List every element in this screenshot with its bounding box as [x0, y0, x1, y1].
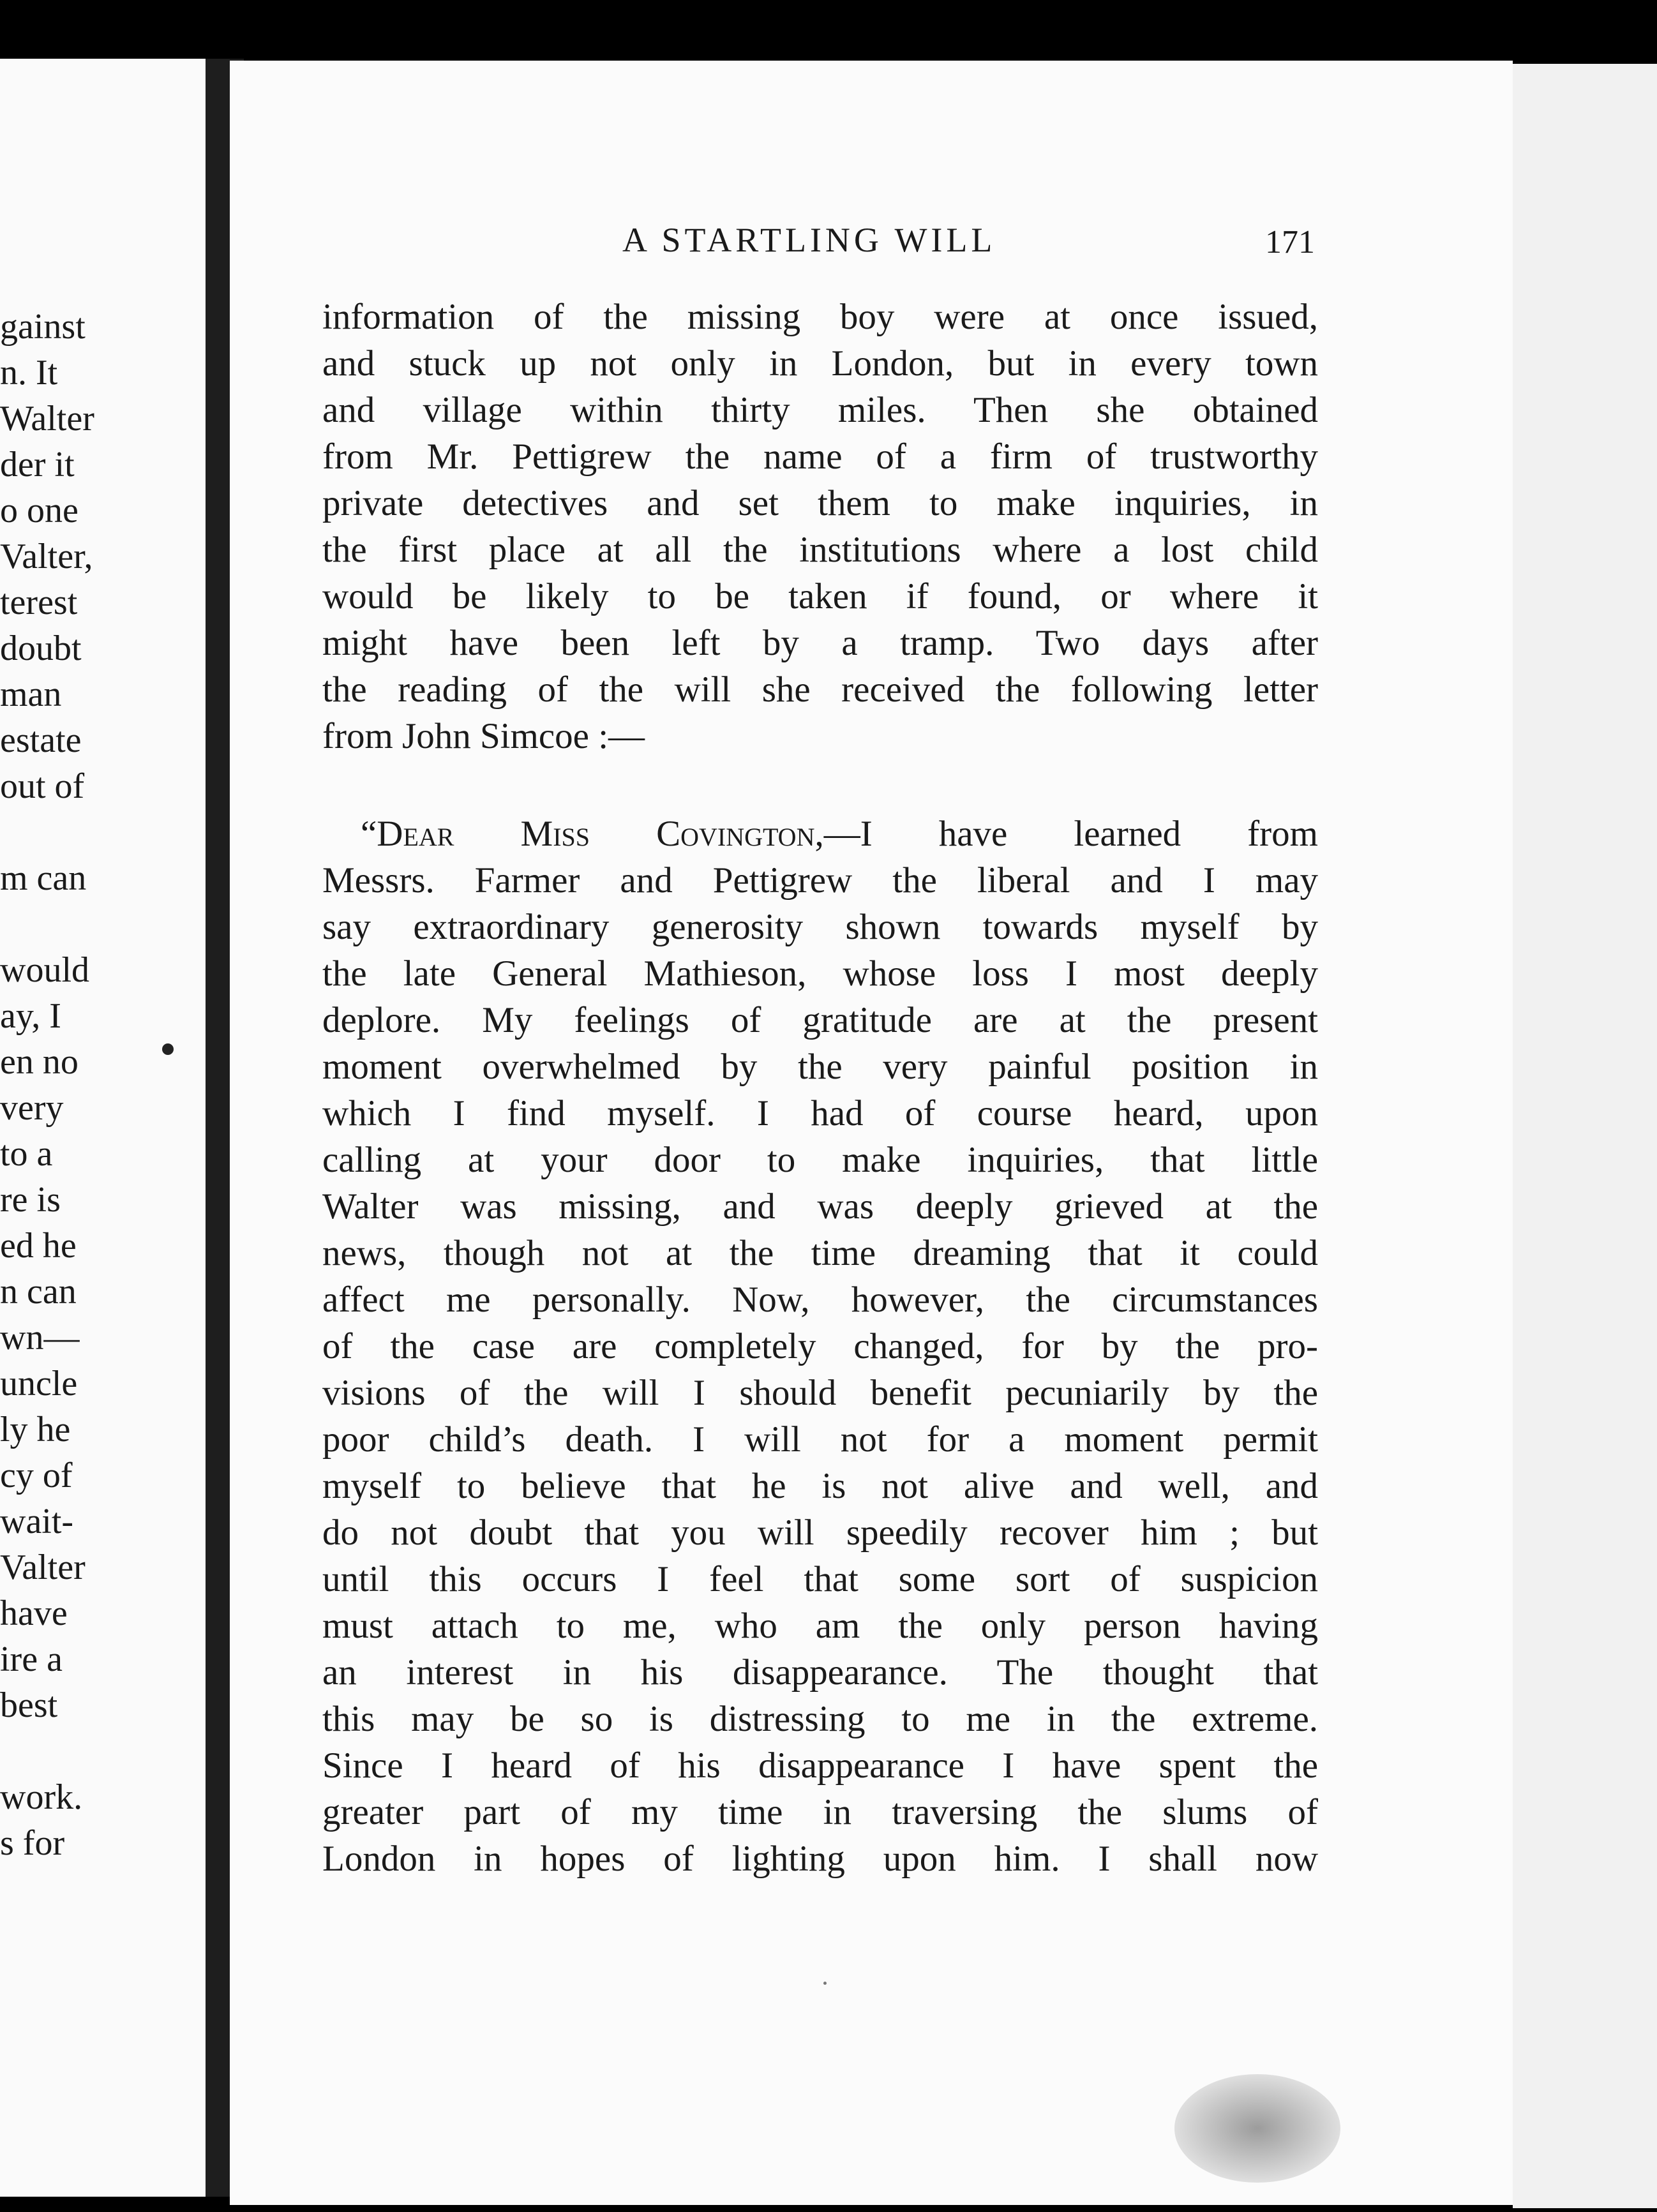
left-page-fragment: Valter, — [0, 537, 93, 576]
left-page-fragment: to a — [0, 1134, 53, 1174]
left-page-fragment: m can — [0, 858, 87, 898]
text-line: greater part of my time in traversing the slums of — [322, 1792, 1318, 1832]
running-head: A STARTLING WILL — [622, 221, 996, 259]
left-page-fragment: gainst — [0, 307, 86, 347]
text-line: the first place at all the institutions where a lost child — [322, 530, 1318, 570]
left-page-fragment: ly he — [0, 1410, 71, 1449]
text-line: from Mr. Pettigrew the name of a firm of trustworthy — [322, 437, 1318, 477]
left-page-fragment: der it — [0, 445, 75, 484]
left-page-fragment: best — [0, 1685, 58, 1725]
letter-salutation-line — [322, 811, 1318, 857]
page-edge — [1513, 64, 1657, 2208]
left-page-fragment: cy of — [0, 1456, 73, 1495]
text-line: do not doubt that you will speedily recover him ; but — [322, 1513, 1318, 1553]
text-line: London in hopes of lighting upon him. I shall now — [322, 1839, 1318, 1879]
left-page-fragment: en no — [0, 1042, 79, 1082]
left-page-fragment: ire a — [0, 1640, 63, 1679]
left-page-fragment: re is — [0, 1180, 61, 1220]
text-line: Since I heard of his disappearance I have spent the — [322, 1745, 1318, 1786]
left-page-fragment: doubt — [0, 629, 82, 668]
text-line: moment overwhelmed by the very painful position in — [322, 1047, 1318, 1087]
text-line: visions of the will I should benefit pecuniarily by the — [322, 1373, 1318, 1413]
left-page-fragment: wn— — [0, 1318, 80, 1357]
left-page-fragment: o one — [0, 491, 79, 530]
text-line: and stuck up not only in London, but in every town — [322, 343, 1318, 384]
left-page-fragment: ay, I — [0, 996, 61, 1036]
text-line: poor child’s death. I will not for a moment permit — [322, 1419, 1318, 1460]
left-page-fragment: have — [0, 1594, 68, 1633]
text-line: and village within thirty miles. Then she obtained — [322, 390, 1318, 430]
left-page-fragment: n can — [0, 1272, 77, 1312]
left-page-fragment: uncle — [0, 1364, 78, 1403]
left-page-fragment: Walter — [0, 399, 94, 438]
letter-salutation-rest: —I have learned from — [823, 814, 1318, 854]
left-page-fragment: s for — [0, 1823, 65, 1863]
paragraph-1 — [322, 294, 1318, 759]
text-line: affect me personally. Now, however, the circumstances — [322, 1280, 1318, 1320]
text-line: the reading of the will she received the following letter — [322, 669, 1318, 710]
text-line: would be likely to be taken if found, or where it — [322, 576, 1318, 617]
left-page-fragment: would — [0, 950, 89, 990]
text-line: of the case are completely changed, for by the pro- — [322, 1326, 1318, 1366]
text-line: private detectives and set them to make inquiries, in — [322, 483, 1318, 523]
text-line: Walter was missing, and was deeply grieved at the — [322, 1186, 1318, 1227]
text-line: the late General Mathieson, whose loss I most deeply — [322, 953, 1318, 994]
left-page-fragment: out of — [0, 766, 85, 806]
left-page-fragment: estate — [0, 721, 82, 760]
ink-speck — [823, 1982, 827, 1985]
left-page-fragment: man — [0, 675, 62, 714]
text-line: calling at your door to make inquiries, that little — [322, 1140, 1318, 1180]
text-line: must attach to me, who am the only person having — [322, 1606, 1318, 1646]
text-line: from John Simcoe :— — [322, 716, 645, 756]
text-line: say extraordinary generosity shown towards myself by — [322, 907, 1318, 947]
left-page-fragment: n. It — [0, 353, 58, 392]
text-line: news, though not at the time dreaming that it could — [322, 1233, 1318, 1273]
letter — [322, 811, 1318, 1882]
page-number: 171 — [1265, 224, 1315, 260]
text-line: information of the missing boy were at once issued, — [322, 297, 1318, 337]
text-line: which I find myself. I had of course heard, upon — [322, 1093, 1318, 1133]
letter-salutation: “Dear Miss Covington, — [361, 814, 824, 854]
left-page-fragment: wait- — [0, 1502, 74, 1541]
text-line: Messrs. Farmer and Pettigrew the liberal and I may — [322, 860, 1318, 900]
text-line: deplore. My feelings of gratitude are at the present — [322, 1000, 1318, 1040]
text-line: myself to believe that he is not alive and well, and — [322, 1466, 1318, 1506]
text-line: might have been left by a tramp. Two days after — [322, 623, 1318, 663]
left-page-fragment: work. — [0, 1777, 83, 1817]
left-page — [0, 59, 206, 2197]
left-page-fragment: very — [0, 1088, 64, 1128]
ink-speck — [162, 1043, 174, 1055]
text-line: this may be so is distressing to me in the extreme. — [322, 1699, 1318, 1739]
text-line: an interest in his disappearance. The thought that — [322, 1652, 1318, 1693]
left-page-fragment: Valter — [0, 1548, 86, 1587]
page-header — [332, 220, 1315, 271]
left-page-fragment: ed he — [0, 1226, 77, 1266]
page-stain — [1174, 2074, 1340, 2183]
left-page-fragment: terest — [0, 583, 78, 622]
text-line: until this occurs I feel that some sort of suspicion — [322, 1559, 1318, 1599]
